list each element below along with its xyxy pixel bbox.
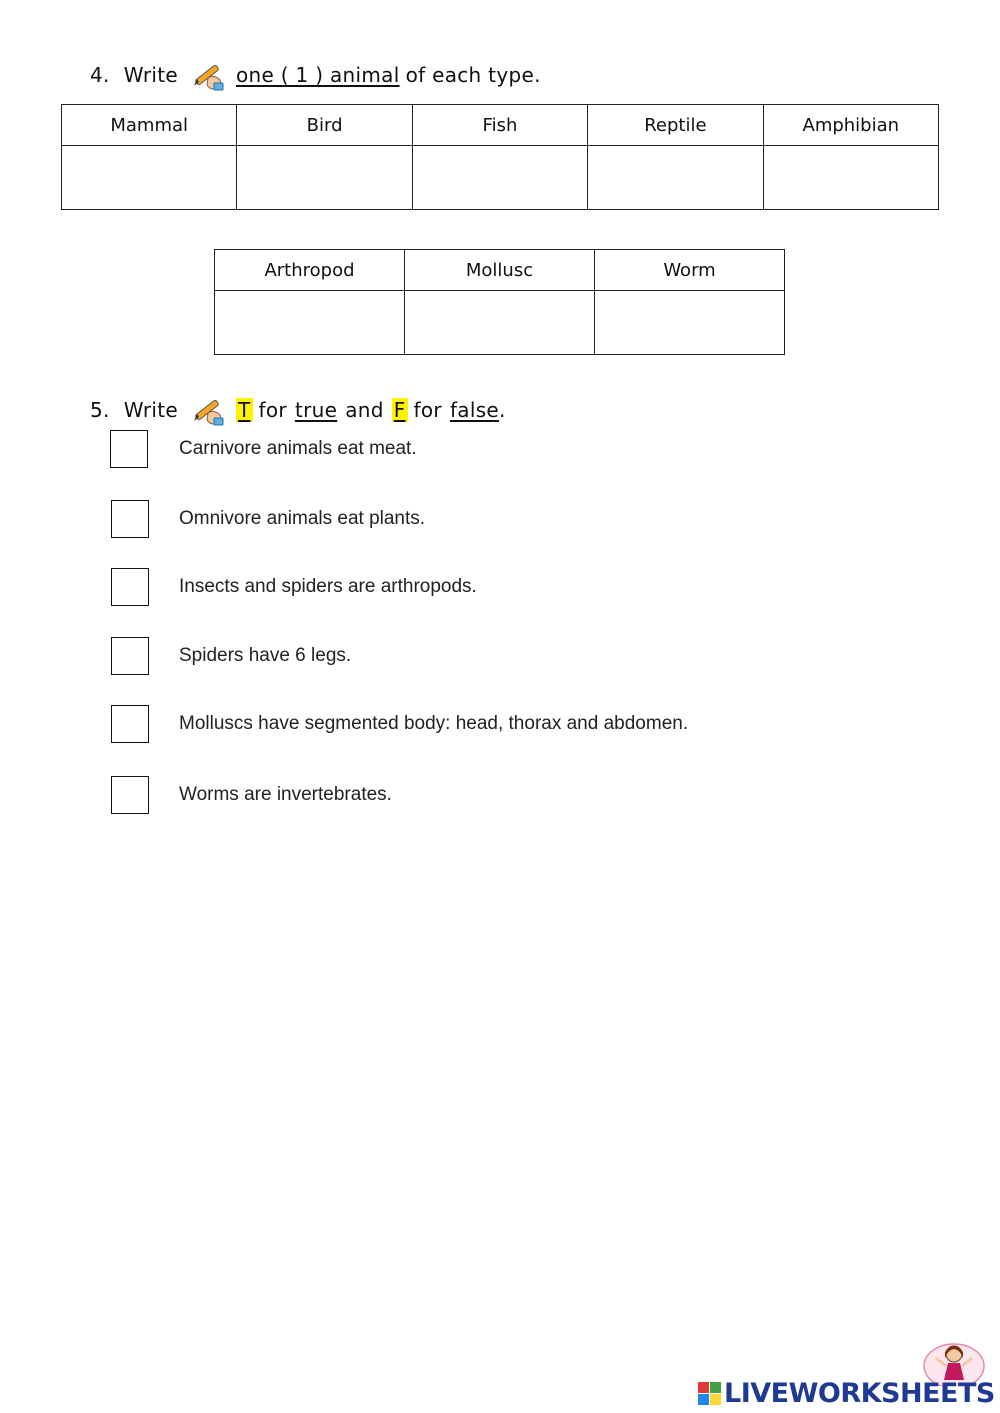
statement-text: Worms are invertebrates.	[179, 784, 392, 805]
answer-box[interactable]	[111, 500, 149, 538]
pencil-hand-icon	[190, 393, 226, 427]
header-worm: Worm	[595, 250, 785, 291]
list-item	[110, 637, 870, 679]
question-number: 5.	[90, 398, 110, 422]
pencil-hand-icon	[190, 58, 226, 92]
statement-text: Insects and spiders are arthropods.	[179, 576, 477, 597]
answer-cell-mammal[interactable]	[62, 146, 237, 210]
logo-square	[698, 1394, 709, 1405]
list-item	[110, 776, 870, 818]
logo-square	[710, 1382, 721, 1393]
instruction-write: Write	[123, 63, 178, 87]
list-item	[110, 500, 870, 542]
header-fish: Fish	[412, 105, 587, 146]
statement-text: Omnivore animals eat plants.	[179, 508, 426, 529]
true-word: true	[294, 398, 338, 422]
true-letter: T	[238, 398, 251, 422]
for-word: for	[413, 398, 442, 422]
question-5-title	[90, 393, 506, 427]
statement-text: Spiders have 6 legs.	[179, 645, 352, 666]
answer-cell-mollusc[interactable]	[405, 291, 595, 355]
animal-types-table-1	[61, 104, 939, 210]
answer-cell-arthropod[interactable]	[215, 291, 405, 355]
answer-box[interactable]	[110, 430, 148, 468]
answer-cell-bird[interactable]	[237, 146, 412, 210]
animal-types-table-2	[214, 249, 785, 355]
statement-text: Molluscs have segmented body: head, thorax and abdomen.	[179, 713, 689, 734]
instruction-emphasis: one ( 1 ) animal	[236, 63, 400, 87]
list-item	[110, 705, 870, 747]
logo-text: LIVEWORKSHEETS	[724, 1378, 995, 1409]
answer-box[interactable]	[111, 776, 149, 814]
header-reptile: Reptile	[588, 105, 763, 146]
list-item	[110, 568, 870, 610]
answer-box[interactable]	[111, 705, 149, 743]
answer-box[interactable]	[111, 568, 149, 606]
answer-cell-fish[interactable]	[412, 146, 587, 210]
answer-cell-amphibian[interactable]	[763, 146, 938, 210]
and-word: and	[345, 398, 384, 422]
instruction-write: Write	[123, 398, 178, 422]
for-word: for	[258, 398, 287, 422]
header-mollusc: Mollusc	[405, 250, 595, 291]
false-letter: F	[393, 398, 406, 422]
question-4-title	[90, 58, 541, 92]
answer-cell-worm[interactable]	[595, 291, 785, 355]
list-item	[110, 430, 870, 472]
logo-square	[710, 1394, 721, 1405]
instruction-rest: of each type.	[405, 63, 541, 87]
question-number: 4.	[90, 63, 110, 87]
false-word: false	[449, 398, 500, 422]
statement-text: Carnivore animals eat meat.	[179, 438, 417, 459]
header-bird: Bird	[237, 105, 412, 146]
header-mammal: Mammal	[62, 105, 237, 146]
header-arthropod: Arthropod	[215, 250, 405, 291]
header-amphibian: Amphibian	[763, 105, 938, 146]
logo-square	[698, 1382, 709, 1393]
answer-box[interactable]	[111, 637, 149, 675]
logo-squares-icon	[698, 1382, 721, 1405]
liveworksheets-logo	[698, 1378, 995, 1409]
period: .	[499, 398, 506, 422]
answer-cell-reptile[interactable]	[588, 146, 763, 210]
